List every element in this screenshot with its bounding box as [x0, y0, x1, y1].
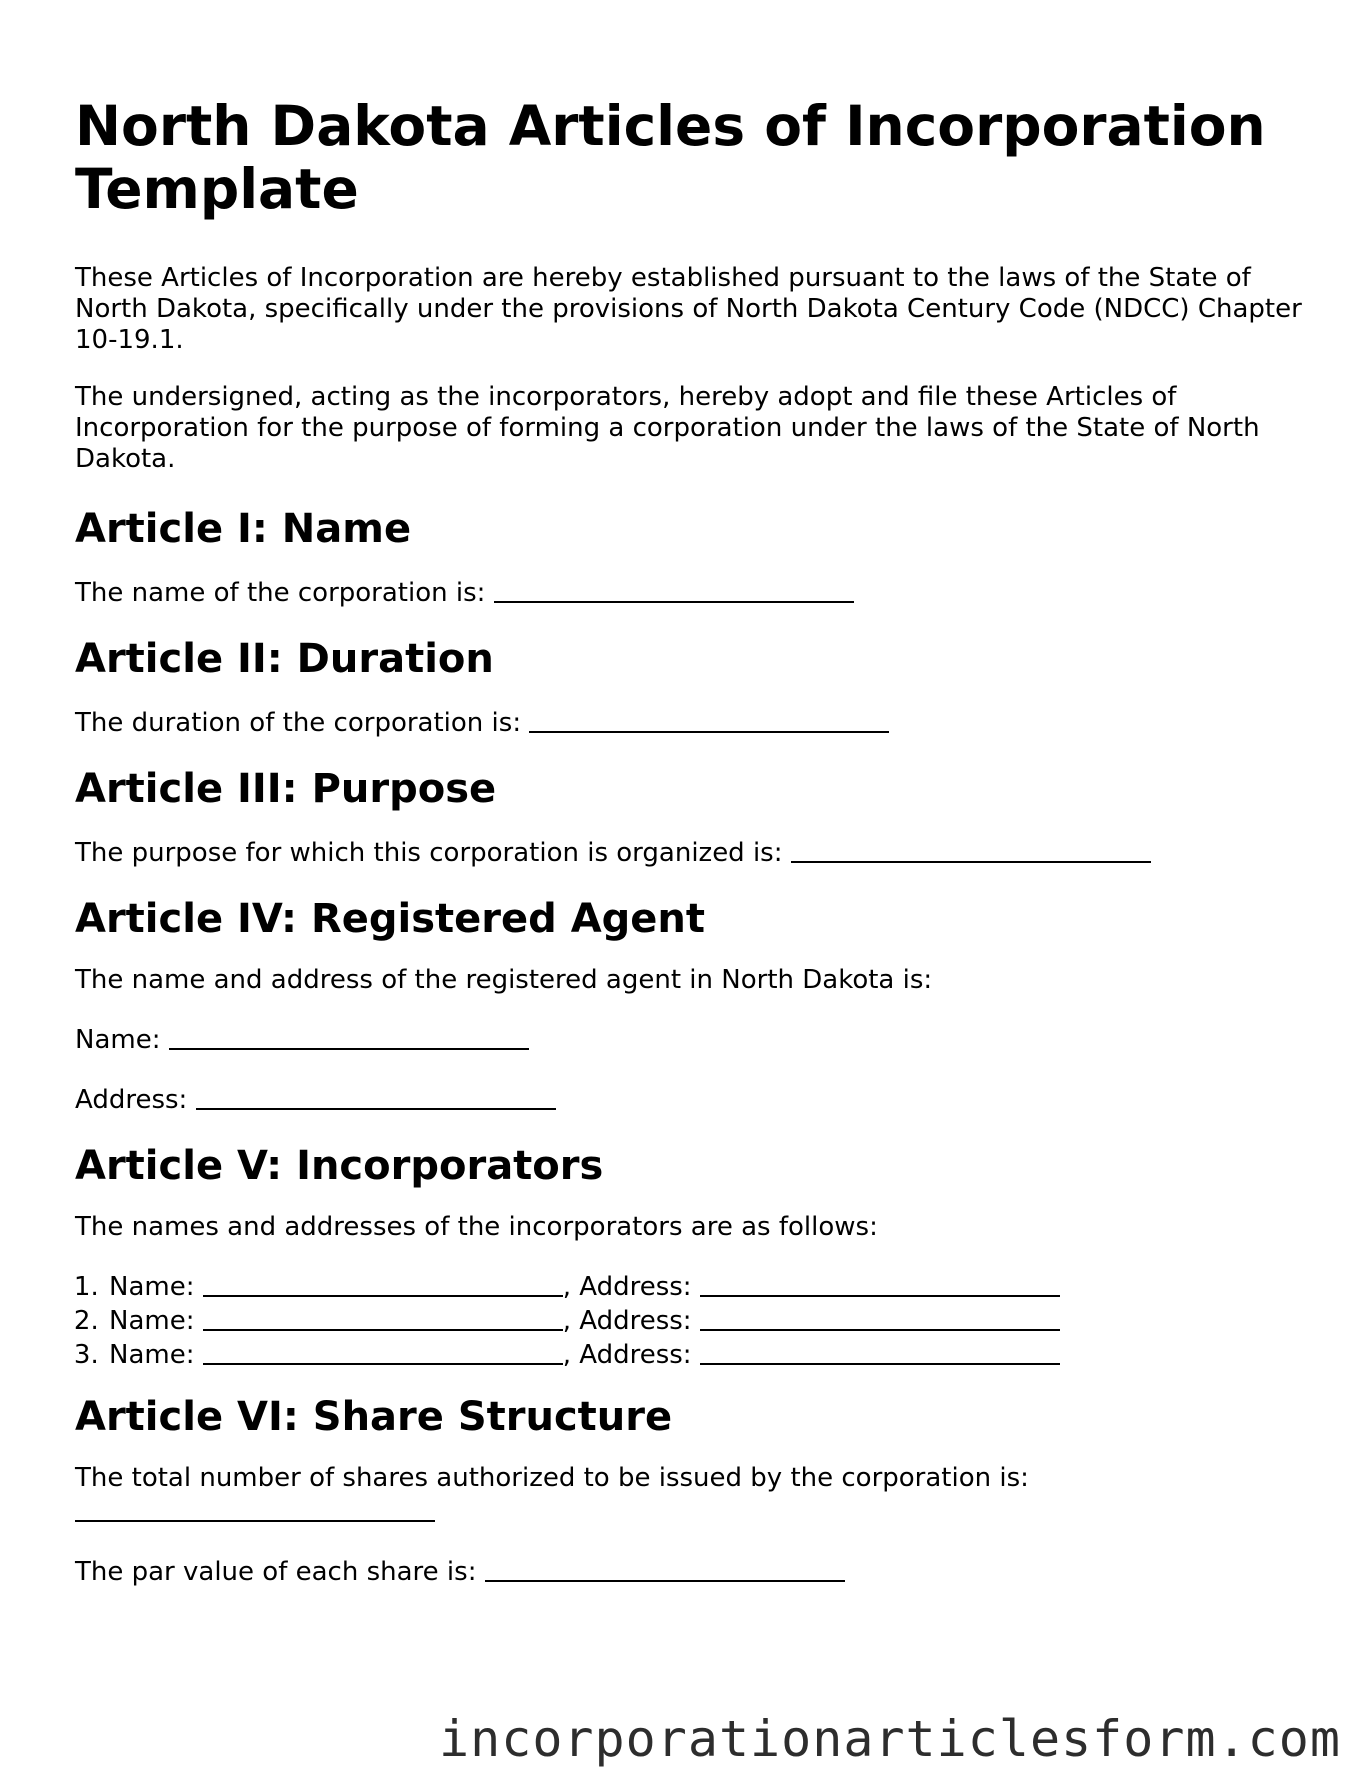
incorporator-3-address-blank[interactable] [700, 1339, 1060, 1365]
article-2-heading: Article II: Duration [75, 636, 494, 682]
incorporator-name-label: Name: [109, 1340, 195, 1370]
incorporator-item [107, 1303, 1305, 1337]
incorporator-name-label: Name: [109, 1306, 195, 1336]
article-4-text: The name and address of the registered agent in North Dakota is: [75, 965, 933, 995]
incorporator-item [107, 1337, 1305, 1371]
agent-address-label: Address: [75, 1085, 188, 1115]
article-1-line [75, 575, 1305, 609]
incorporator-address-label: , Address: [562, 1272, 692, 1302]
incorporator-1-address-blank[interactable] [700, 1271, 1060, 1297]
incorporator-item [107, 1269, 1305, 1303]
shares-text: The total number of shares authorized to be issued by the corporation is: [75, 1463, 1029, 1493]
incorporator-3-name-blank[interactable] [203, 1339, 563, 1365]
document-page [75, 95, 1305, 1614]
purpose-blank[interactable] [791, 837, 1151, 863]
par-value-blank[interactable] [485, 1556, 845, 1582]
intro-paragraph-2: The undersigned, acting as the incorporators, hereby adopt and file these Articles of Incorporation for the purpose of forming a corporation under the laws of the State of North Dakota. [75, 382, 1260, 474]
par-value-line [75, 1554, 1305, 1588]
incorporator-address-label: , Address: [562, 1306, 692, 1336]
shares-blank[interactable] [75, 1496, 435, 1522]
incorporator-name-label: Name: [109, 1272, 195, 1302]
article-6-heading: Article VI: Share Structure [75, 1394, 673, 1440]
article-1-text: The name of the corporation is: [75, 578, 486, 608]
incorporator-1-name-blank[interactable] [203, 1271, 563, 1297]
article-3-text: The purpose for which this corporation is organized is: [75, 838, 783, 868]
article-4-heading: Article IV: Registered Agent [75, 896, 706, 942]
article-2-text: The duration of the corporation is: [75, 708, 522, 738]
agent-name-blank[interactable] [169, 1024, 529, 1050]
site-watermark: incorporationarticlesform.com [439, 1710, 1341, 1768]
incorporator-2-name-blank[interactable] [203, 1305, 563, 1331]
agent-name-line [75, 1022, 1305, 1056]
agent-name-label: Name: [75, 1025, 161, 1055]
article-3-heading: Article III: Purpose [75, 766, 497, 812]
intro-paragraph-1: These Articles of Incorporation are hereby established pursuant to the laws of the State of North Dakota, specifically under the provisions of North Dakota Century Code (NDCC) Chapter 10-19.1. [75, 263, 1302, 355]
agent-address-blank[interactable] [196, 1084, 556, 1110]
article-5-heading: Article V: Incorporators [75, 1143, 604, 1189]
document-title: North Dakota Articles of Incorporation Template [75, 94, 1266, 221]
agent-address-line [75, 1082, 1305, 1116]
shares-line [75, 1463, 1305, 1528]
incorporator-address-label: , Address: [562, 1340, 692, 1370]
par-value-text: The par value of each share is: [75, 1557, 477, 1587]
article-5-text: The names and addresses of the incorporators are as follows: [75, 1212, 878, 1242]
corporation-name-blank[interactable] [494, 577, 854, 603]
article-2-line [75, 705, 1305, 739]
article-3-line [75, 835, 1305, 869]
incorporator-2-address-blank[interactable] [700, 1305, 1060, 1331]
duration-blank[interactable] [529, 707, 889, 733]
incorporators-list [75, 1269, 1305, 1371]
article-1-heading: Article I: Name [75, 506, 412, 552]
